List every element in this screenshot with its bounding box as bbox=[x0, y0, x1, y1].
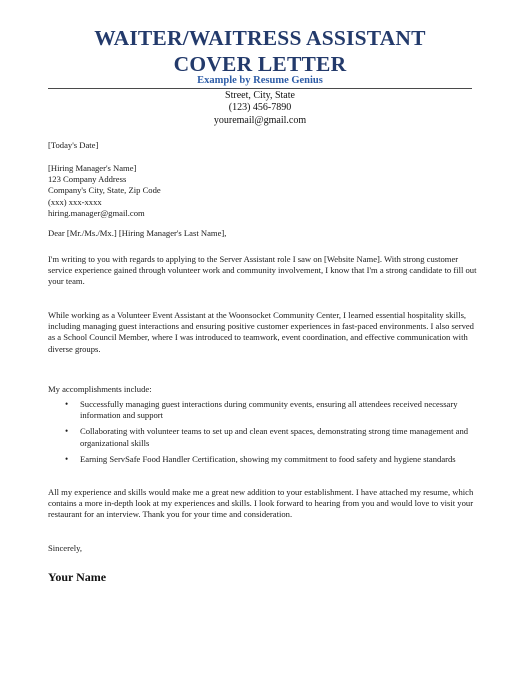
letter-date: [Today's Date] bbox=[48, 140, 99, 150]
header-divider bbox=[48, 88, 472, 89]
accomplishments-intro: My accomplishments include: bbox=[48, 384, 152, 394]
recipient-address: 123 Company Address bbox=[48, 174, 127, 185]
recipient-email: hiring.manager@gmail.com bbox=[48, 207, 145, 218]
bullet-icon: • bbox=[65, 453, 69, 464]
list-item bbox=[48, 426, 478, 448]
document-title-line1: WAITER/WAITRESS ASSISTANT bbox=[94, 26, 426, 50]
recipient-block bbox=[48, 163, 478, 219]
recipient-name: [Hiring Manager's Name] bbox=[48, 163, 137, 173]
bullet-icon: • bbox=[65, 399, 69, 409]
salutation: Dear [Mr./Ms./Mx.] [Hiring Manager's Last Name], bbox=[48, 228, 227, 238]
signature-name: Your Name bbox=[48, 570, 107, 584]
sender-email: youremail@gmail.com bbox=[213, 115, 307, 126]
recipient-phone: (xxx) xxx-xxxx bbox=[48, 196, 102, 207]
paragraph-intro: I'm writing to you with regards to applying to the Server Assistant role I saw on [Website Name]. With strong customer service experience gained through volunteer work and community involvement, I know that I'm a strong candidate to fill out your team. bbox=[48, 254, 477, 287]
list-item-text: Successfully managing guest interactions during community events, ensuring all attendees received necessary information and support bbox=[80, 399, 458, 421]
document-title-line2: COVER LETTER bbox=[173, 52, 347, 76]
list-item bbox=[48, 454, 478, 465]
paragraph-closing: All my experience and skills would make me a great new addition to your establishment. I have attached my resume, which contains a more in-depth look at my experiences and skills. I look forward to hearing from you and would love to visit your restaurant for an interview. Thank you for your time and consideration. bbox=[48, 487, 474, 520]
byline: Example by Resume Genius bbox=[197, 75, 323, 86]
sender-phone: (123) 456-7890 bbox=[228, 102, 292, 113]
recipient-city: Company's City, State, Zip Code bbox=[48, 185, 161, 196]
list-item-text: Earning ServSafe Food Handler Certification, showing my commitment to food safety and hygiene standards bbox=[80, 453, 456, 464]
list-item bbox=[48, 399, 478, 421]
closing: Sincerely, bbox=[48, 543, 83, 553]
paragraph-experience: While working as a Volunteer Event Assistant at the Woonsocket Community Center, I learned essential hospitality skills, including managing guest interactions and ensuring positive customer experiences in fast-paced environments. I also served as a School Council Member, where I was introduced to teamwork, event coordination, and effective communication with diverse groups. bbox=[48, 310, 474, 354]
accomplishments-list bbox=[48, 399, 478, 470]
sender-address: Street, City, State bbox=[225, 90, 295, 101]
bullet-icon: • bbox=[65, 426, 69, 437]
list-item-text: Collaborating with volunteer teams to set up and clean event spaces, demonstrating strong time management and organizational skills bbox=[80, 426, 469, 448]
